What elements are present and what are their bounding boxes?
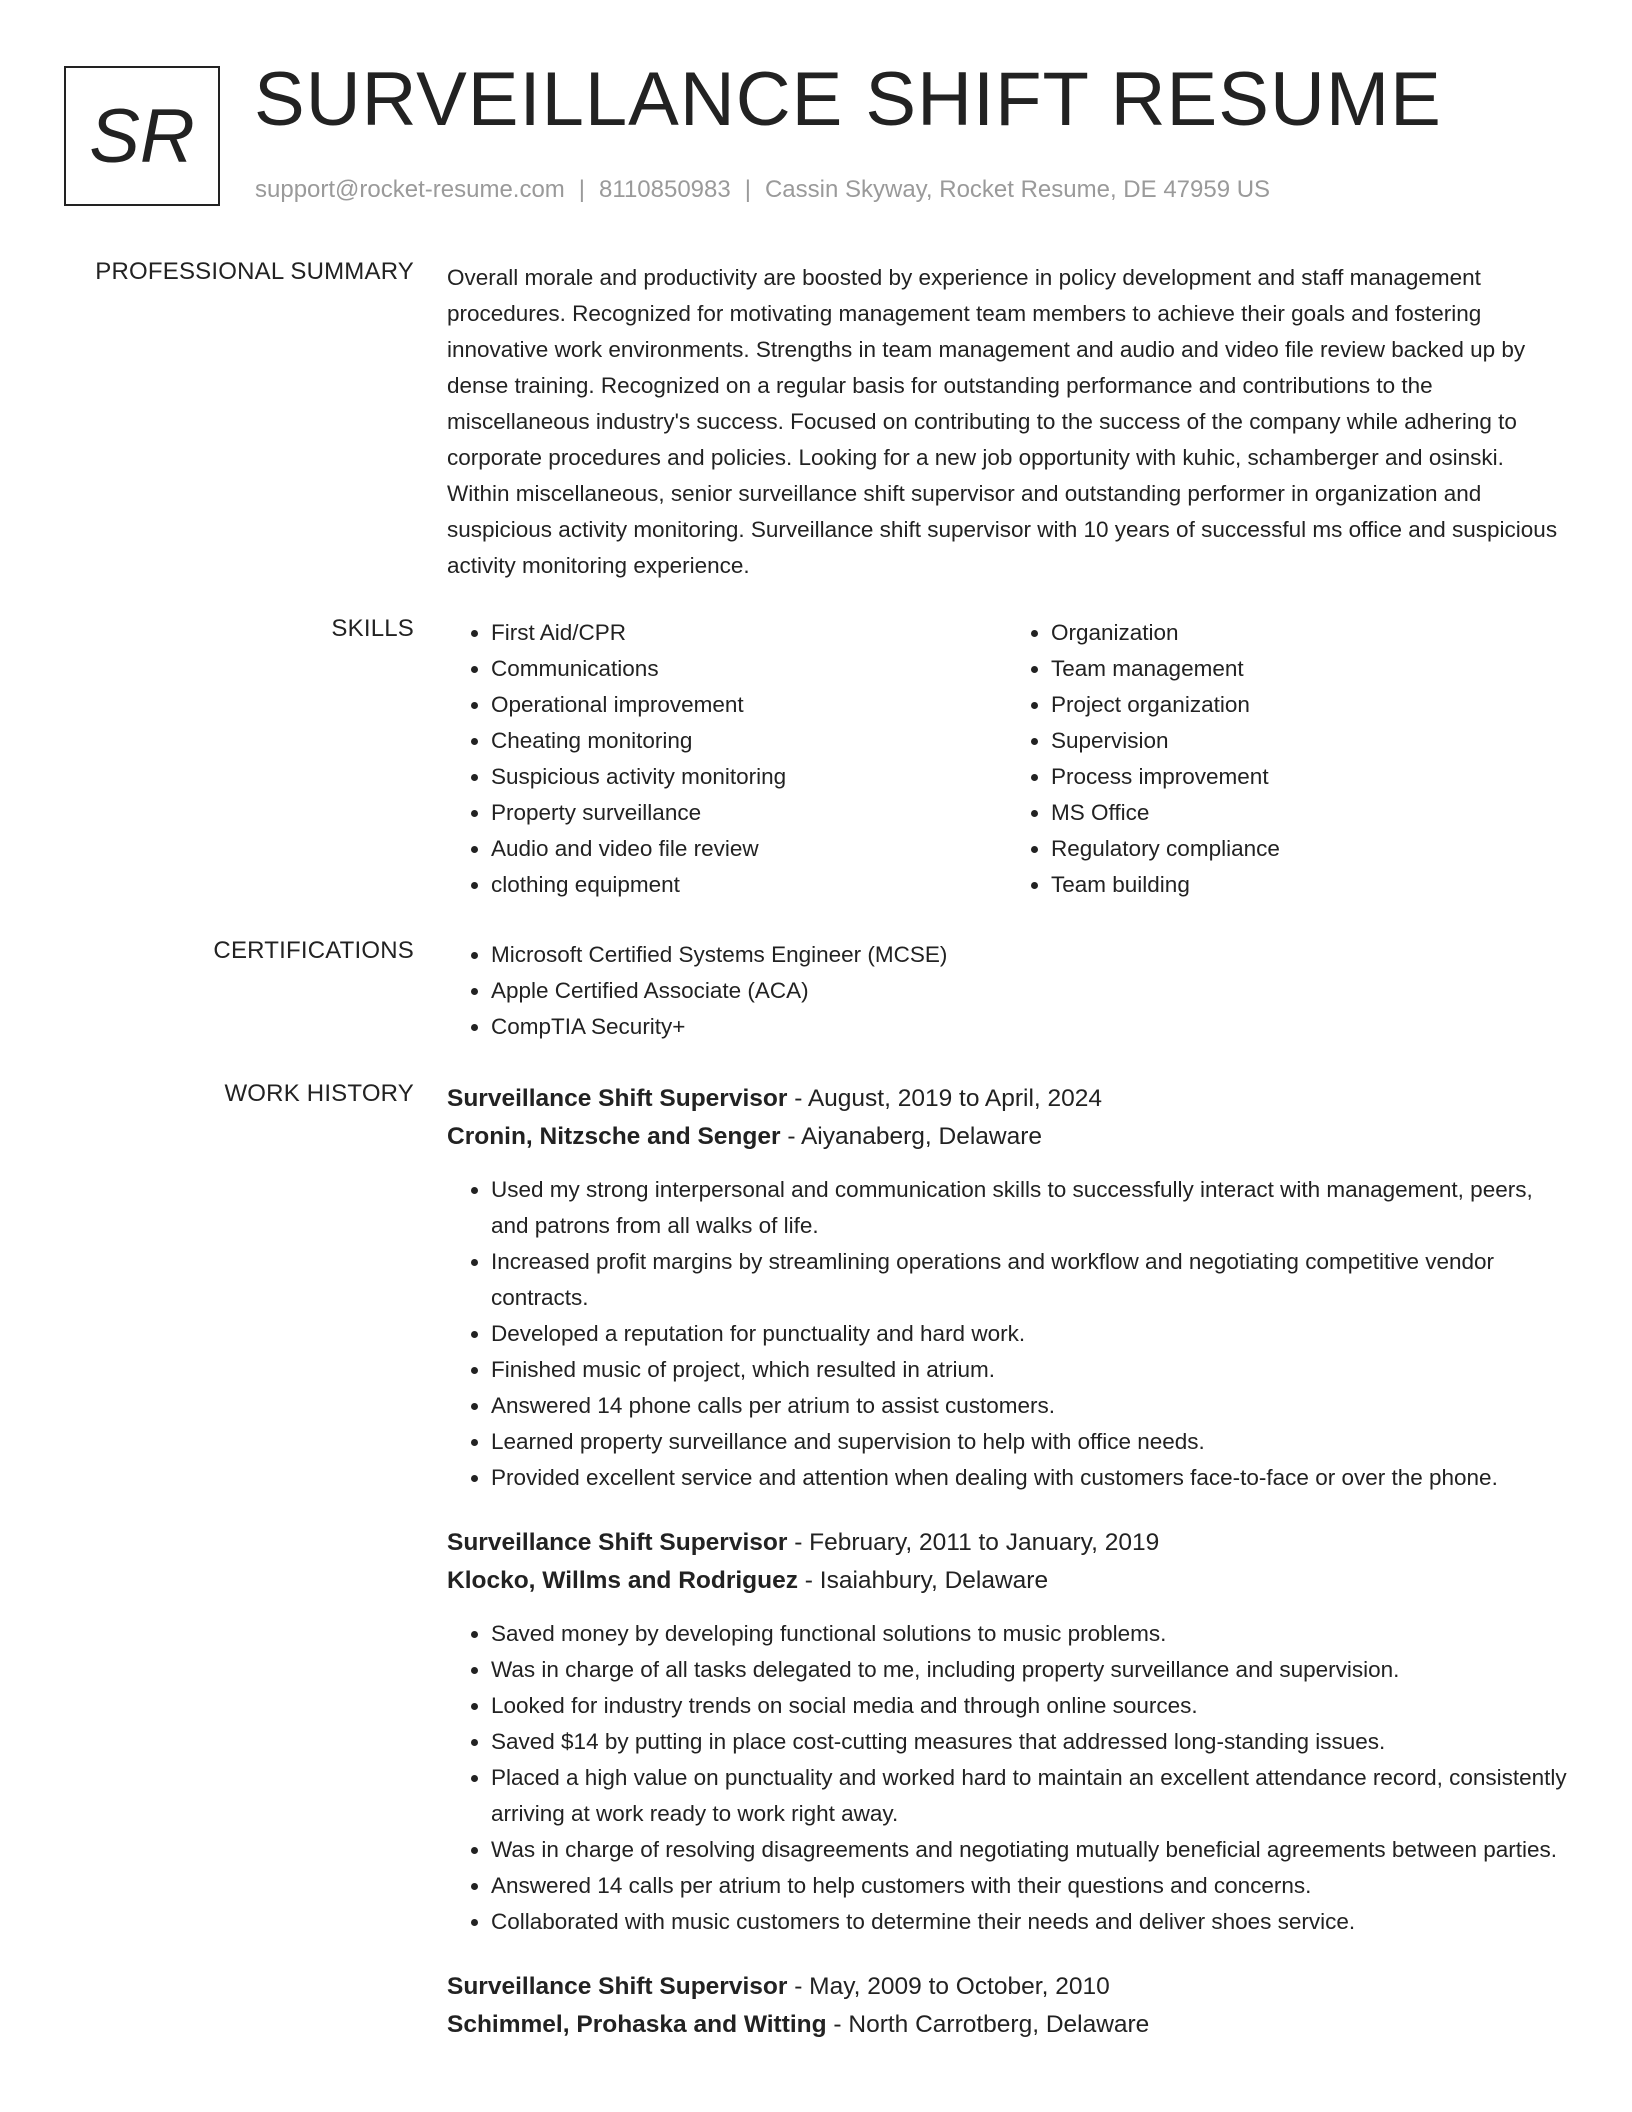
resume-title: SURVEILLANCE SHIFT RESUME [254, 57, 1442, 142]
skill-item: • First Aid/CPR [491, 615, 1007, 651]
skill-item: • Audio and video file review [491, 831, 1007, 867]
job-title-line [447, 1080, 1567, 1118]
contact-line [255, 176, 1270, 204]
skills-heading: SKILLS [331, 615, 414, 642]
initials-monogram: SR [64, 66, 220, 206]
job-company-line [447, 1562, 1567, 1600]
job-entry [447, 1080, 1567, 1496]
job-bullet: • Learned property surveillance and supervision to help with office needs. [491, 1424, 1567, 1460]
skill-item: • Process improvement [1051, 759, 1567, 795]
summary-heading: PROFESSIONAL SUMMARY [95, 258, 414, 285]
skill-item: • Suspicious activity monitoring [491, 759, 1007, 795]
job-bullets [447, 1172, 1567, 1496]
job-bullet: • Saved $14 by putting in place cost-cutting measures that addressed long-standing issues. [491, 1724, 1567, 1760]
job-bullet: • Was in charge of resolving disagreements and negotiating mutually beneficial agreements between parties. [491, 1832, 1567, 1868]
job-bullet: • Placed a high value on punctuality and worked hard to maintain an excellent attendance record, consistently arriving at work ready to work right away. [491, 1760, 1567, 1832]
skill-item: • Property surveillance [491, 795, 1007, 831]
skill-item: • Project organization [1051, 687, 1567, 723]
job-entry [447, 1524, 1567, 1940]
job-bullet: • Collaborated with music customers to determine their needs and deliver shoes service. [491, 1904, 1567, 1940]
job-dates: - May, 2009 to October, 2010 [787, 1973, 1110, 2000]
job-title-line [447, 1968, 1567, 2006]
contact-separator: | [744, 176, 751, 203]
job-location: - Aiyanaberg, Delaware [780, 1123, 1043, 1150]
skill-item: • Communications [491, 651, 1007, 687]
job-bullet: • Developed a reputation for punctuality and hard work. [491, 1316, 1567, 1352]
job-location: - Isaiahbury, Delaware [797, 1567, 1049, 1594]
job-bullet: • Finished music of project, which resulted in atrium. [491, 1352, 1567, 1388]
certification-item: • Apple Certified Associate (ACA) [491, 973, 1567, 1009]
contact-phone: 8110850983 [599, 176, 731, 203]
certification-item: • Microsoft Certified Systems Engineer (MCSE) [491, 937, 1567, 973]
summary-text: Overall morale and productivity are boosted by experience in policy development and staff management procedures. Recognized for motivating management team members to achieve their goals and fostering innovative work environments. Strengths in team management and audio and video file review backed up by dense training. Recognized on a regular basis for outstanding performance and contributions to the miscellaneous industry's success. Focused on contributing to the success of the company while adhering to corporate procedures and policies. Looking for a new job opportunity with kuhic, schamberger and osinski. Within miscellaneous, senior surveillance shift supervisor and outstanding performer in organization and suspicious activity monitoring. Surveillance shift supervisor with 10 years of successful ms office and suspicious activity monitoring experience. [447, 265, 1558, 578]
job-dates: - August, 2019 to April, 2024 [787, 1085, 1103, 1112]
contact-address: Cassin Skyway, Rocket Resume, DE 47959 US [764, 176, 1271, 203]
job-bullet: • Was in charge of all tasks delegated to me, including property surveillance and supervision. [491, 1652, 1567, 1688]
job-company: Schimmel, Prohaska and Witting [447, 2011, 827, 2038]
skills-list-right [1007, 615, 1567, 903]
work-history-heading: WORK HISTORY [224, 1080, 414, 1107]
job-bullet: • Answered 14 phone calls per atrium to assist customers. [491, 1388, 1567, 1424]
contact-separator: | [578, 176, 586, 203]
job-bullet: • Increased profit margins by streamlining operations and workflow and negotiating competitive vendor contracts. [491, 1244, 1567, 1316]
job-bullet: • Saved money by developing functional solutions to music problems. [491, 1616, 1567, 1652]
job-title: Surveillance Shift Supervisor [447, 1973, 788, 2000]
job-location: - North Carrotberg, Delaware [826, 2011, 1150, 2038]
job-title: Surveillance Shift Supervisor [447, 1085, 788, 1112]
skill-item: • Team building [1051, 867, 1567, 903]
job-bullet: • Provided excellent service and attention when dealing with customers face-to-face or over the phone. [491, 1460, 1567, 1496]
job-bullets [447, 1616, 1567, 1940]
job-dates: - February, 2011 to January, 2019 [787, 1529, 1160, 1556]
job-bullet: • Answered 14 calls per atrium to help customers with their questions and concerns. [491, 1868, 1567, 1904]
skill-item: • Cheating monitoring [491, 723, 1007, 759]
job-company-line [447, 1118, 1567, 1156]
certifications-heading: CERTIFICATIONS [213, 937, 414, 964]
job-bullet: • Looked for industry trends on social media and through online sources. [491, 1688, 1567, 1724]
job-company-line [447, 2006, 1567, 2044]
skill-item: • MS Office [1051, 795, 1567, 831]
contact-email: support@rocket-resume.com [255, 176, 565, 203]
job-bullet: • Used my strong interpersonal and communication skills to successfully interact with management, peers, and patrons from all walks of life. [491, 1172, 1567, 1244]
job-title-line [447, 1524, 1567, 1562]
job-title: Surveillance Shift Supervisor [447, 1529, 788, 1556]
certification-item: • CompTIA Security+ [491, 1009, 1567, 1045]
job-company: Cronin, Nitzsche and Senger [447, 1123, 781, 1150]
skill-item: • clothing equipment [491, 867, 1007, 903]
job-company: Klocko, Willms and Rodriguez [447, 1567, 798, 1594]
skill-item: • Regulatory compliance [1051, 831, 1567, 867]
job-entry [447, 1968, 1567, 2044]
skill-item: • Team management [1051, 651, 1567, 687]
skill-item: • Organization [1051, 615, 1567, 651]
skill-item: • Operational improvement [491, 687, 1007, 723]
skills-list-left [447, 615, 1007, 903]
skill-item: • Supervision [1051, 723, 1567, 759]
certifications-list [447, 937, 1567, 1045]
